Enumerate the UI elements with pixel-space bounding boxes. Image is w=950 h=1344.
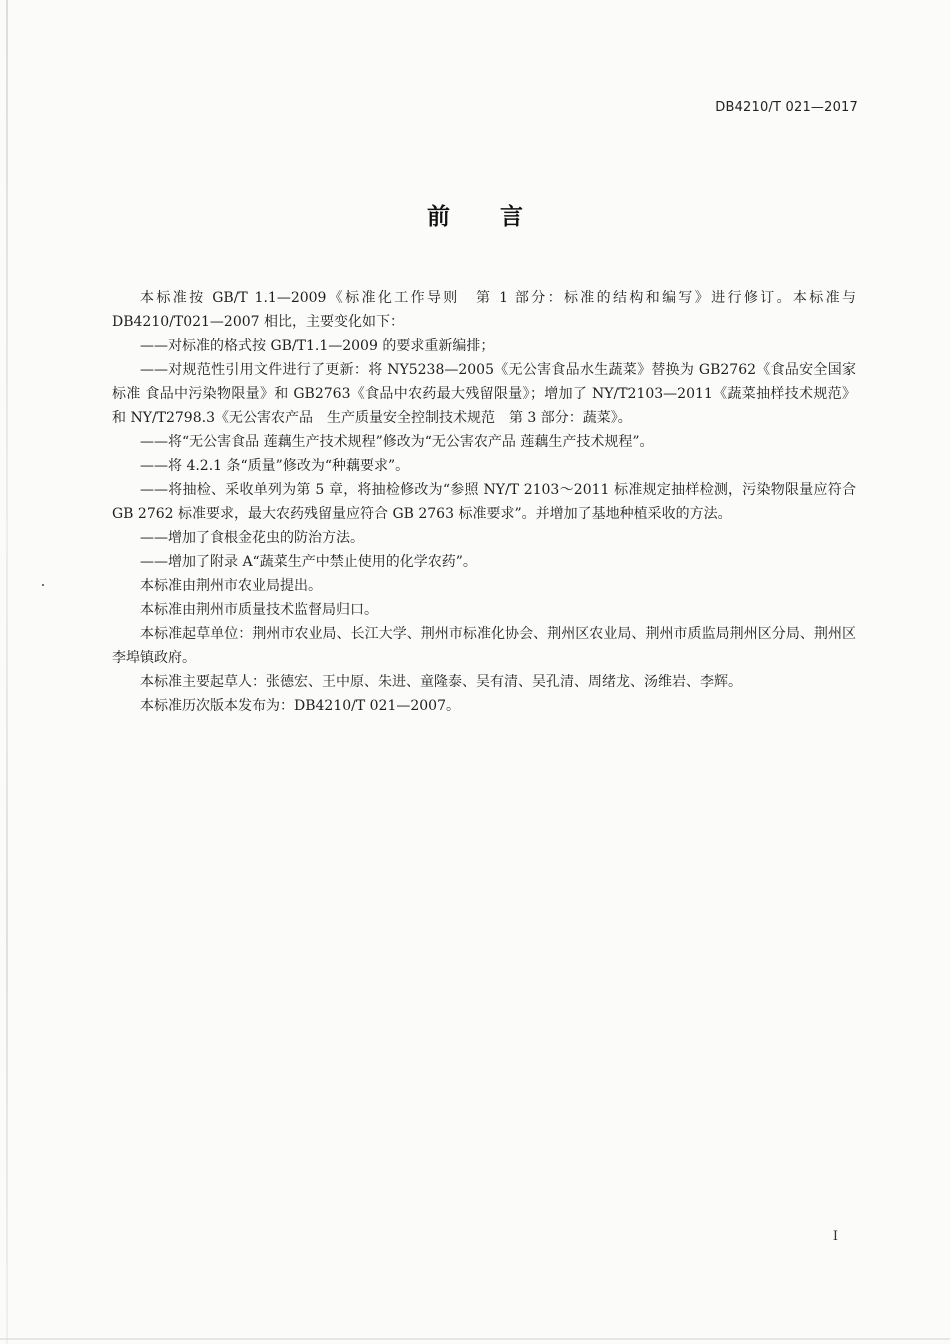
scan-speck <box>42 584 44 586</box>
paragraph: 本标准按 GB/T 1.1—2009《标准化工作导则 第 1 部分：标准的结构和编写》进行修订。本标准与 DB4210/T021—2007 相比，主要变化如下： <box>112 290 856 330</box>
paragraph: 本标准由荆州市农业局提出。 <box>140 578 322 594</box>
page-title: 前言 <box>427 204 573 230</box>
paragraph: ——增加了食根金花虫的防治方法。 <box>140 530 364 546</box>
paragraph: ——对规范性引用文件进行了更新：将 NY5238—2005《无公害食品水生蔬菜》替换为 GB2762《食品安全国家标准 食品中污染物限量》和 GB2763《食品中农药最大残留限量》；增加了 NY/T2103—2011《蔬菜抽样技术规范》和 NY/T2798.3《无公害农产品 生产质量安全控制技术规范 第 3 部分：蔬菜》。 <box>112 362 856 426</box>
paragraph: 本标准起草单位：荆州市农业局、长江大学、荆州市标准化协会、荆州区农业局、荆州市质监局荆州区分局、荆州区李埠镇政府。 <box>112 626 856 666</box>
scan-edge-bottom <box>0 1338 950 1340</box>
paragraph: ——增加了附录 A“蔬菜生产中禁止使用的化学农药”。 <box>140 554 477 570</box>
paragraph: ——将 4.2.1 条“质量”修改为“种藕要求”。 <box>140 458 410 474</box>
paragraph: 本标准历次版本发布为：DB4210/T 021—2007。 <box>140 698 460 714</box>
paragraph: 本标准由荆州市质量技术监督局归口。 <box>140 602 378 618</box>
paragraph: ——将抽检、采收单列为第 5 章，将抽检修改为“参照 NY/T 2103～2011 标准规定抽样检测，污染物限量应符合 GB 2762 标准要求，最大农药残留量应符合 GB 2763 标准要求”。并增加了基地种植采收的方法。 <box>112 482 856 522</box>
paragraph: ——将“无公害食品 莲藕生产技术规程”修改为“无公害农产品 莲藕生产技术规程”。 <box>140 434 654 450</box>
document-code: DB4210/T 021—2017 <box>715 100 858 115</box>
page-number: I <box>832 1229 838 1244</box>
foreword-body <box>112 286 856 718</box>
paragraph: 本标准主要起草人：张德宏、王中原、朱进、童隆泰、吴有清、吴孔清、周绪龙、汤维岩、李辉。 <box>140 674 742 690</box>
paragraph: ——对标准的格式按 GB/T1.1—2009 的要求重新编排； <box>140 338 495 354</box>
